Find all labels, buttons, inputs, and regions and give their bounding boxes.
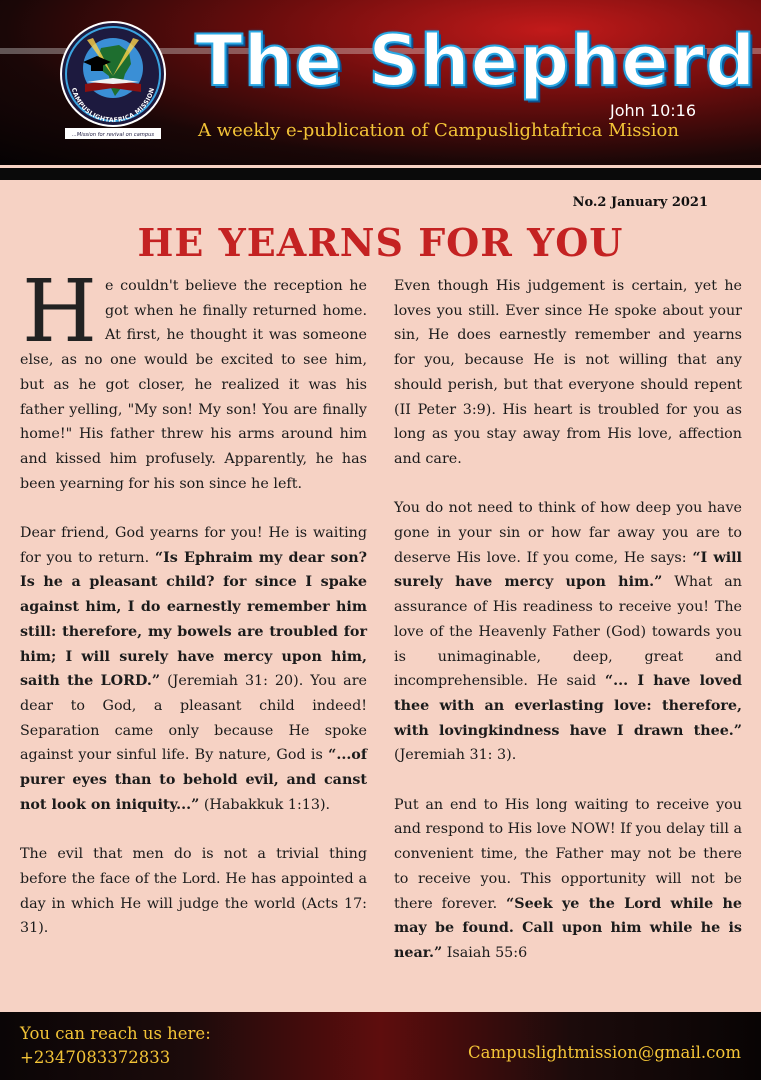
svg-text:...Mission for revival on camp: ...Mission for revival on campus [71,132,155,138]
header-divider [0,168,761,180]
issue-number: No.2 January 2021 [572,195,708,210]
contact-block [20,1022,211,1070]
scripture-quote: “I will surely have mercy upon him.” [394,549,742,591]
svg-text:CAMPUSLIGHTAFRICA MISSION: CAMPUSLIGHTAFRICA MISSION [69,87,157,125]
paragraph-text: Isaiah 55:6 [442,944,528,961]
article-column-left [20,262,367,966]
paragraph-text: Dear friend, God yearns for you! He is waiting for you to return. [20,525,367,566]
scripture-reference: John 10:16 [610,101,696,120]
drop-cap: H [22,262,97,362]
contact-email[interactable]: Campuslightmission@gmail.com [468,1043,741,1062]
paragraph-text: Put an end to His long waiting to receive you and respond to His love NOW! If you delay till a convenient time, the Father may not be there to receive you. This opportunity will not be there forever. [394,796,742,912]
article-paragraph [20,521,367,817]
footer-bar [0,1012,761,1080]
publication-tagline: A weekly e-publication of Campuslightafrica Mission [198,120,679,141]
contact-label: You can reach us here: [20,1024,211,1043]
paragraph-text: e couldn't believe the reception he got when he finally returned home. At first, he thought it was someone else, as no one would be excited to see him, but as he got closer, he realized it was his father yelling, "My son! My son! You are finally home!" His father threw his arms around him and kissed him profusely. Apparently, he has been yearning for his son since he left. [20,278,367,492]
paragraph-text: (Habakkuk 1:13). [199,796,331,813]
scripture-quote: “Seek ye the Lord while he may be found. Call upon him while he is near.” [394,895,742,961]
paragraph-text: What an assurance of His readiness to receive you! The love of the Heavenly Father (God) towards you is unimaginable, deep, great and incomprehensible. He said [394,574,742,690]
article-headline: HE YEARNS FOR YOU [137,220,624,265]
paragraph-text: (Jeremiah 31: 20). You are dear to God, a pleasant child indeed! Separation came only because He spoke against your sinful life. By nature, God is [20,673,367,764]
scripture-quote: “Is Ephraim my dear son? Is he a pleasant child? for since I spake against him, I do earnestly remember him still: therefore, my bowels are troubled for him; I will surely have mercy upon him, saith the LORD.” [20,549,367,690]
scripture-quote: “... I have loved thee with an everlasting love: therefore, with lovingkindness have I drawn thee.” [394,673,742,739]
paragraph-text: You do not need to think of how deep you have gone in your sin or how far away you are to deserve His love. If you come, He says: [394,500,742,566]
contact-phone[interactable]: +2347083372833 [20,1048,171,1067]
article-paragraph: The evil that men do is not a trivial thing before the face of the Lord. He has appointed a day in which He will judge the world (Acts 17: 31). [20,846,367,937]
masthead [0,0,761,165]
paragraph-text: (Jeremiah 31: 3). [394,747,517,764]
article-paragraph [20,262,367,496]
article-paragraph: Even though His judgement is certain, yet he loves you still. Ever since He spoke about your sin, He does earnestly remember and yearns for you, because He is not willing that any should perish, but that everyone should repent (II Peter 3:9). His heart is troubled for you as long as you stay away from His love, affection and care. [394,278,742,467]
article-paragraph [394,496,742,768]
scripture-quote: “...of purer eyes than to behold evil, and canst not look on iniquity...” [20,747,367,813]
article-column-right [394,274,742,990]
article-paragraph [394,793,742,966]
mission-logo-icon [57,18,169,140]
publication-title: The Shepherd [195,20,757,102]
